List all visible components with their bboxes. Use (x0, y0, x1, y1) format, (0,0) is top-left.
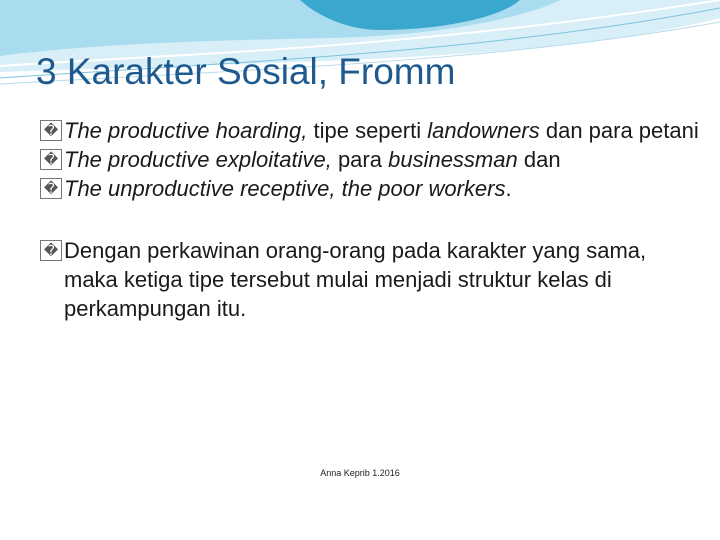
bullet-text: dan (517, 147, 561, 172)
bullet-list (40, 116, 700, 323)
bullet-text-italic: The productive exploitative, (64, 147, 332, 172)
bullet-item (40, 145, 700, 174)
slide-title: 3 Karakter Sosial, Fromm (36, 51, 456, 92)
bullet-text: . (505, 176, 512, 201)
bullet-item (40, 174, 700, 203)
footer-credit: Anna Keprib 1.2016 (320, 468, 400, 478)
missing-glyph-icon: � (40, 178, 62, 199)
bullet-text-italic: landowners (427, 118, 540, 143)
bullet-text-italic: The productive hoarding, (64, 118, 308, 143)
bullet-text-italic: businessman (388, 147, 518, 172)
bullet-item (40, 116, 700, 145)
bullet-text: tipe seperti (307, 118, 428, 143)
bullet-text: Dengan perkawinan orang-orang pada karakter yang sama, maka ketiga tipe tersebut mulai menjadi struktur kelas di perkampungan itu. (64, 238, 647, 321)
bullet-text: dan para petani (539, 118, 699, 143)
missing-glyph-icon: � (40, 120, 62, 141)
bullet-item (40, 236, 700, 323)
bullet-text-italic: The unproductive receptive, the poor workers (64, 176, 506, 201)
bullet-text: para (331, 147, 389, 172)
missing-glyph-icon: � (40, 240, 62, 261)
missing-glyph-icon: � (40, 149, 62, 170)
spacer (40, 203, 700, 236)
